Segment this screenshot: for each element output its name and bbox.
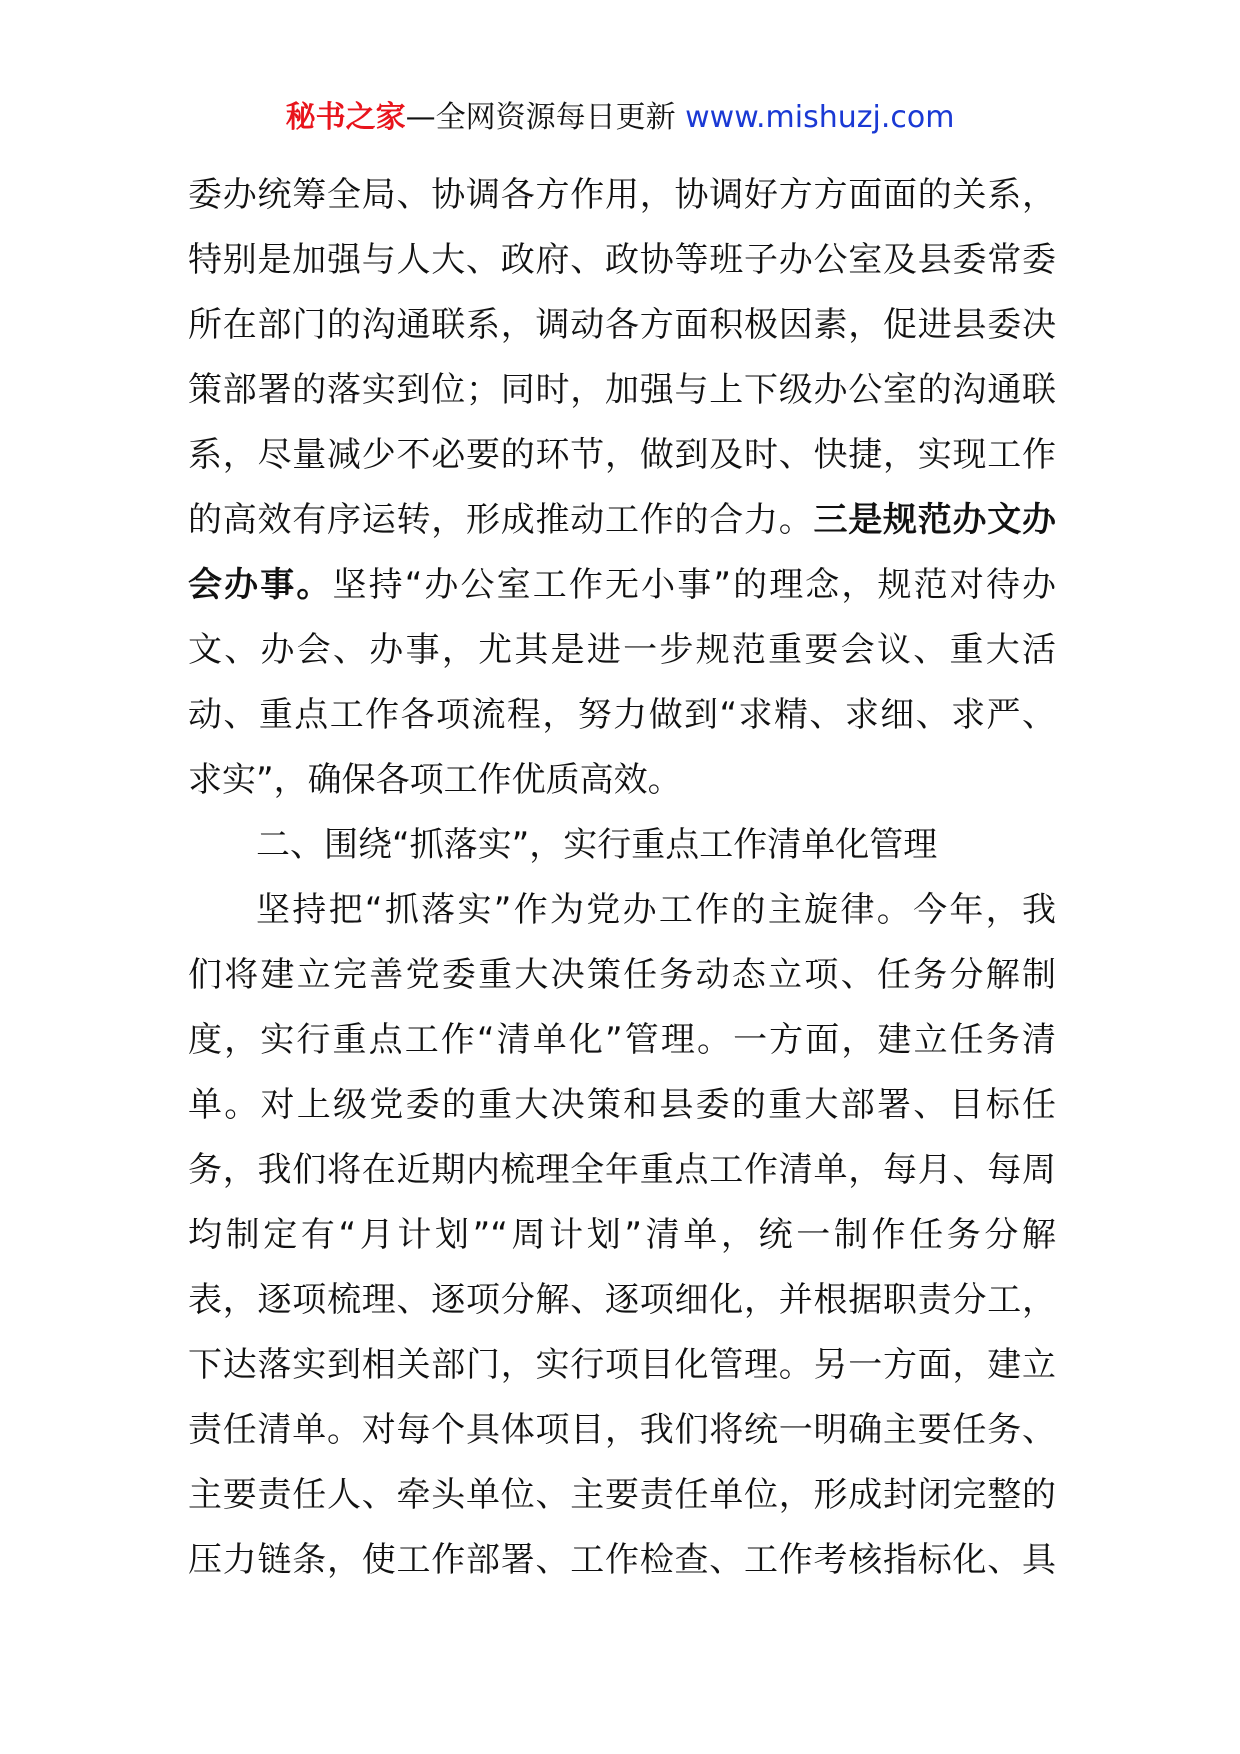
text-line: 坚持把“抓落实”作为党办工作的主旋律。今年，我: [256, 890, 1056, 930]
text-line: 特别是加强与人大、政府、政协等班子办公室及县委常委: [188, 240, 1056, 280]
text-line: 务，我们将在近期内梳理全年重点工作清单，每月、每周: [188, 1150, 1056, 1190]
text-line: 度，实行重点工作“清单化”管理。一方面，建立任务清: [188, 1020, 1056, 1060]
text-line: 文、办会、办事，尤其是进一步规范重要会议、重大活: [188, 630, 1056, 670]
text-line: 责任清单。对每个具体项目，我们将统一明确主要任务、: [188, 1410, 1056, 1450]
site-url-link[interactable]: www.mishuzj.com: [685, 100, 955, 135]
text-line: 压力链条，使工作部署、工作检查、工作考核指标化、具: [188, 1540, 1056, 1580]
text-line: 下达落实到相关部门，实行项目化管理。另一方面，建立: [188, 1345, 1056, 1385]
bold-subheading: 会办事。: [188, 565, 333, 605]
paragraph-continued: [188, 163, 1056, 813]
text-line: 表，逐项梳理、逐项分解、逐项细化，并根据职责分工，: [188, 1280, 1056, 1320]
paragraph-section-two: [188, 878, 1056, 1593]
text-line: 动、重点工作各项流程，努力做到“求精、求细、求严、: [188, 695, 1056, 735]
text-line: 所在部门的沟通联系，调动各方面积极因素，促进县委决: [188, 305, 1056, 345]
text-line: 均制定有“月计划”“周计划”清单，统一制作任务分解: [188, 1215, 1056, 1255]
text-line: 主要责任人、牵头单位、主要责任单位，形成封闭完整的: [188, 1475, 1056, 1515]
section-heading-text: 二、围绕“抓落实”，实行重点工作清单化管理: [256, 825, 938, 865]
site-brand: 秘书之家: [285, 100, 406, 135]
document-body: [188, 163, 1056, 1593]
site-tagline: —全网资源每日更新: [405, 100, 686, 135]
site-header: [0, 98, 1240, 138]
section-heading: [188, 813, 1056, 878]
text-run: 坚持“办公室工作无小事”的理念，规范对待办: [332, 565, 1057, 605]
text-line: [188, 488, 1056, 553]
text-line: 单。对上级党委的重大决策和县委的重大部署、目标任: [188, 1085, 1056, 1125]
text-line: 们将建立完善党委重大决策任务动态立项、任务分解制: [188, 955, 1056, 995]
text-run: 的高效有序运转，形成推动工作的合力。: [188, 500, 814, 540]
text-line: 系，尽量减少不必要的环节，做到及时、快捷，实现工作: [188, 435, 1056, 475]
text-line: 委办统筹全局、协调各方作用，协调好方方面面的关系，: [188, 175, 1056, 215]
text-line: 策部署的落实到位；同时，加强与上下级办公室的沟通联: [188, 370, 1056, 410]
bold-subheading: 三是规范办文办: [813, 500, 1056, 540]
text-line: [188, 553, 1056, 618]
text-line: 求实”，确保各项工作优质高效。: [188, 760, 682, 800]
